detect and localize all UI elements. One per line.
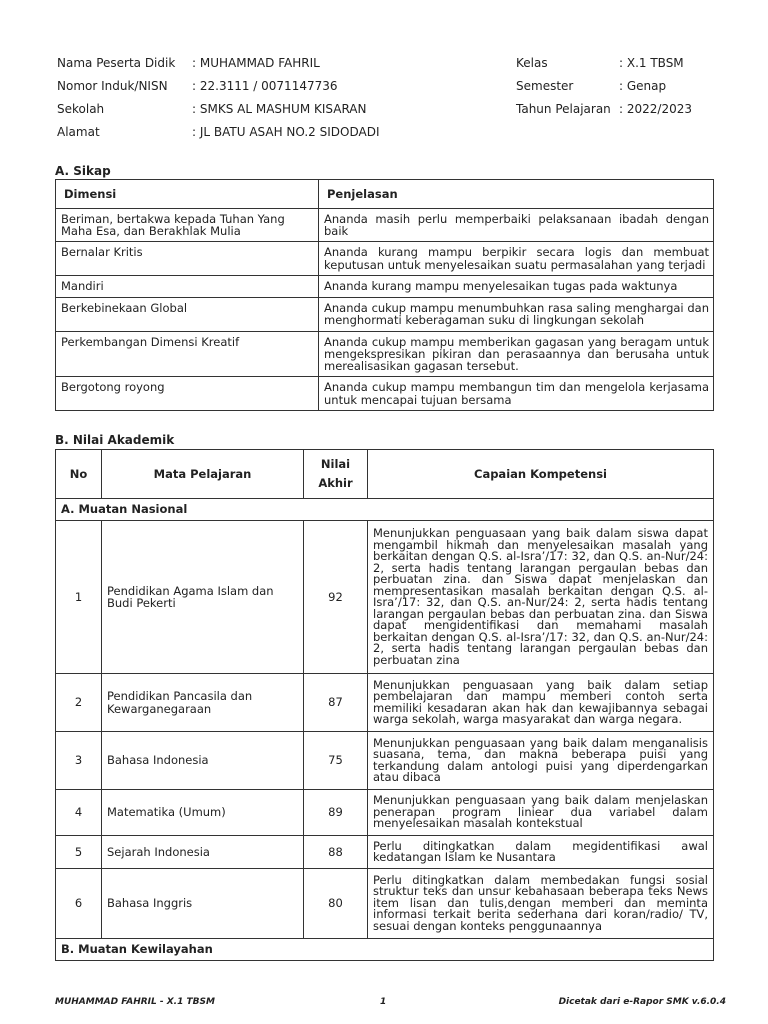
sikap-dimensi: Mandiri [56,275,319,297]
table-row [56,732,714,790]
header-no: No [56,450,102,499]
row-mapel: Matematika (Umum) [102,790,304,836]
student-identity [57,56,717,148]
table-row [56,297,714,331]
row-capaian: Perlu ditingkatkan dalam megidentifikasi awal kedatangan Islam ke Nusantara [368,836,714,869]
row-mapel: Bahasa Indonesia [102,732,304,790]
label-sekolah: Sekolah [57,102,105,116]
value-kelas: : X.1 TBSM [619,56,684,70]
header-nilai-line1: Nilai [320,457,351,471]
label-tahun: Tahun Pelajaran [516,102,611,116]
table-row [56,674,714,732]
label-alamat: Alamat [57,125,100,139]
section-title-akademik: B. Nilai Akademik [55,433,175,447]
row-no: 4 [56,790,102,836]
row-capaian: Menunjukkan penguasaan yang baik dalam menjelaskan penerapan program liniear dua variabel dalam menyelesaikan masalah kontekstual [368,790,714,836]
sikap-penjelasan: Ananda cukup mampu membangun tim dan mengelola kerjasama untuk mencapai tujuan bersama [319,377,714,411]
row-nilai: 92 [304,521,368,674]
table-row [56,242,714,275]
sikap-penjelasan: Ananda kurang mampu menyelesaikan tugas pada waktunya [319,275,714,297]
row-no: 5 [56,836,102,869]
group-row-kewilayahan [56,939,714,961]
value-semester: : Genap [619,79,667,93]
header-dimensi: Dimensi [56,180,319,209]
row-nilai: 80 [304,869,368,939]
row-no: 3 [56,732,102,790]
identity-row-sekolah [57,102,717,118]
label-semester: Semester [516,79,574,93]
header-capaian: Capaian Kompetensi [368,450,714,499]
value-alamat: : JL BATU ASAH NO.2 SIDODADI [192,125,380,139]
row-nilai: 87 [304,674,368,732]
row-mapel: Pendidikan Agama Islam dan Budi Pekerti [102,521,304,674]
value-sekolah: : SMKS AL MASHUM KISARAN [192,102,367,116]
value-tahun: : 2022/2023 [619,102,692,116]
akademik-header-row [56,450,714,499]
sikap-table [55,179,714,411]
identity-row-nama [57,56,717,72]
sikap-penjelasan: Ananda cukup mampu memberikan gagasan yang beragam untuk mengekspresikan pikiran dan perasaannya dan berusaha untuk merealisasikan gagasan tersebut. [319,331,714,377]
identity-row-alamat [57,125,717,141]
table-row [56,331,714,377]
label-nama: Nama Peserta Didik [57,56,176,70]
table-row [56,869,714,939]
header-mapel: Mata Pelajaran [102,450,304,499]
table-row [56,377,714,411]
value-nama: : MUHAMMAD FAHRIL [192,56,320,70]
header-penjelasan: Penjelasan [319,180,714,209]
row-nilai: 88 [304,836,368,869]
sikap-penjelasan: Ananda kurang mampu berpikir secara logis dan membuat keputusan untuk menyelesaikan suatu permasalahan yang terjadi [319,242,714,275]
table-row [56,209,714,242]
row-no: 6 [56,869,102,939]
sikap-dimensi: Bernalar Kritis [56,242,319,275]
group-label-nasional: A. Muatan Nasional [56,499,714,521]
label-nisn: Nomor Induk/NISN [57,79,168,93]
footer-student: MUHAMMAD FAHRIL - X.1 TBSM [55,997,215,1007]
row-capaian: Menunjukkan penguasaan yang baik dalam setiap pembelajaran dan mampu memberi contoh serta memiliki kesadaran akan hak dan kewajibannya sebagai warga sekolah, warga masyarakat dan warga negara. [368,674,714,732]
row-mapel: Bahasa Inggris [102,869,304,939]
label-kelas: Kelas [516,56,548,70]
row-no: 1 [56,521,102,674]
table-row [56,836,714,869]
table-row [56,790,714,836]
sikap-dimensi: Beriman, bertakwa kepada Tuhan Yang Maha Esa, dan Berakhlak Mulia [56,209,319,242]
sikap-dimensi: Berkebinekaan Global [56,297,319,331]
sikap-dimensi: Bergotong royong [56,377,319,411]
row-capaian: Menunjukkan penguasaan yang baik dalam menganalisis suasana, tema, dan makna beberapa puisi yang terkandung dalam antologi puisi yang diperdengarkan atau dibaca [368,732,714,790]
sikap-header-row [56,180,714,209]
table-row [56,275,714,297]
sikap-dimensi: Perkembangan Dimensi Kreatif [56,331,319,377]
page-footer [55,997,726,1009]
row-nilai: 75 [304,732,368,790]
group-label-kewilayahan: B. Muatan Kewilayahan [56,939,714,961]
value-nisn: : 22.3111 / 0071147736 [192,79,338,93]
table-row [56,521,714,674]
footer-printed-by: Dicetak dari e-Rapor SMK v.6.0.4 [558,997,726,1007]
row-no: 2 [56,674,102,732]
row-capaian: Perlu ditingkatkan dalam membedakan fungsi sosial struktur teks dan unsur kebahasaan beberapa teks News item lisan dan tulis,dengan memberi dan meminta informasi terkait berita sederhana dari koran/radio/ TV, sesuai dengan konteks penggunaannya [368,869,714,939]
row-mapel: Pendidikan Pancasila dan Kewarganegaraan [102,674,304,732]
group-row-nasional [56,499,714,521]
sikap-penjelasan: Ananda masih perlu memperbaiki pelaksanaan ibadah dengan baik [319,209,714,242]
row-nilai: 89 [304,790,368,836]
section-title-sikap: A. Sikap [55,164,111,178]
sikap-penjelasan: Ananda cukup mampu menumbuhkan rasa saling menghargai dan menghormati keberagaman suku di lingkungan sekolah [319,297,714,331]
row-capaian: Menunjukkan penguasaan yang baik dalam siswa dapat mengambil hikmah dan menyelesaikan masalah yang berkaitan dengan Q.S. al-Isra’/17: 32, dan Q.S. an-Nur/24: 2, serta hadis tentang larangan pergaulan bebas dan perbuatan zina. dan Siswa dapat menjelaskan dan mempresentasikan masalah berkaitan dengan Q.S. al-Isra’/17: 32, dan Q.S. an-Nur/24: 2, serta hadis tentang larangan pergaulan bebas dan perbuatan zina. dan Siswa dapat mengidentifikasi dan memahami masalah berkaitan dengan Q.S. al-Isra’/17: 32, dan Q.S. an-Nur/24: 2, serta hadis tentang larangan pergaulan bebas dan perbuatan zina [368,521,714,674]
akademik-table [55,449,714,961]
header-nilai [304,450,368,499]
footer-page-number: 1 [380,997,387,1007]
row-mapel: Sejarah Indonesia [102,836,304,869]
identity-row-nisn [57,79,717,95]
header-nilai-line2: Akhir [318,476,353,490]
